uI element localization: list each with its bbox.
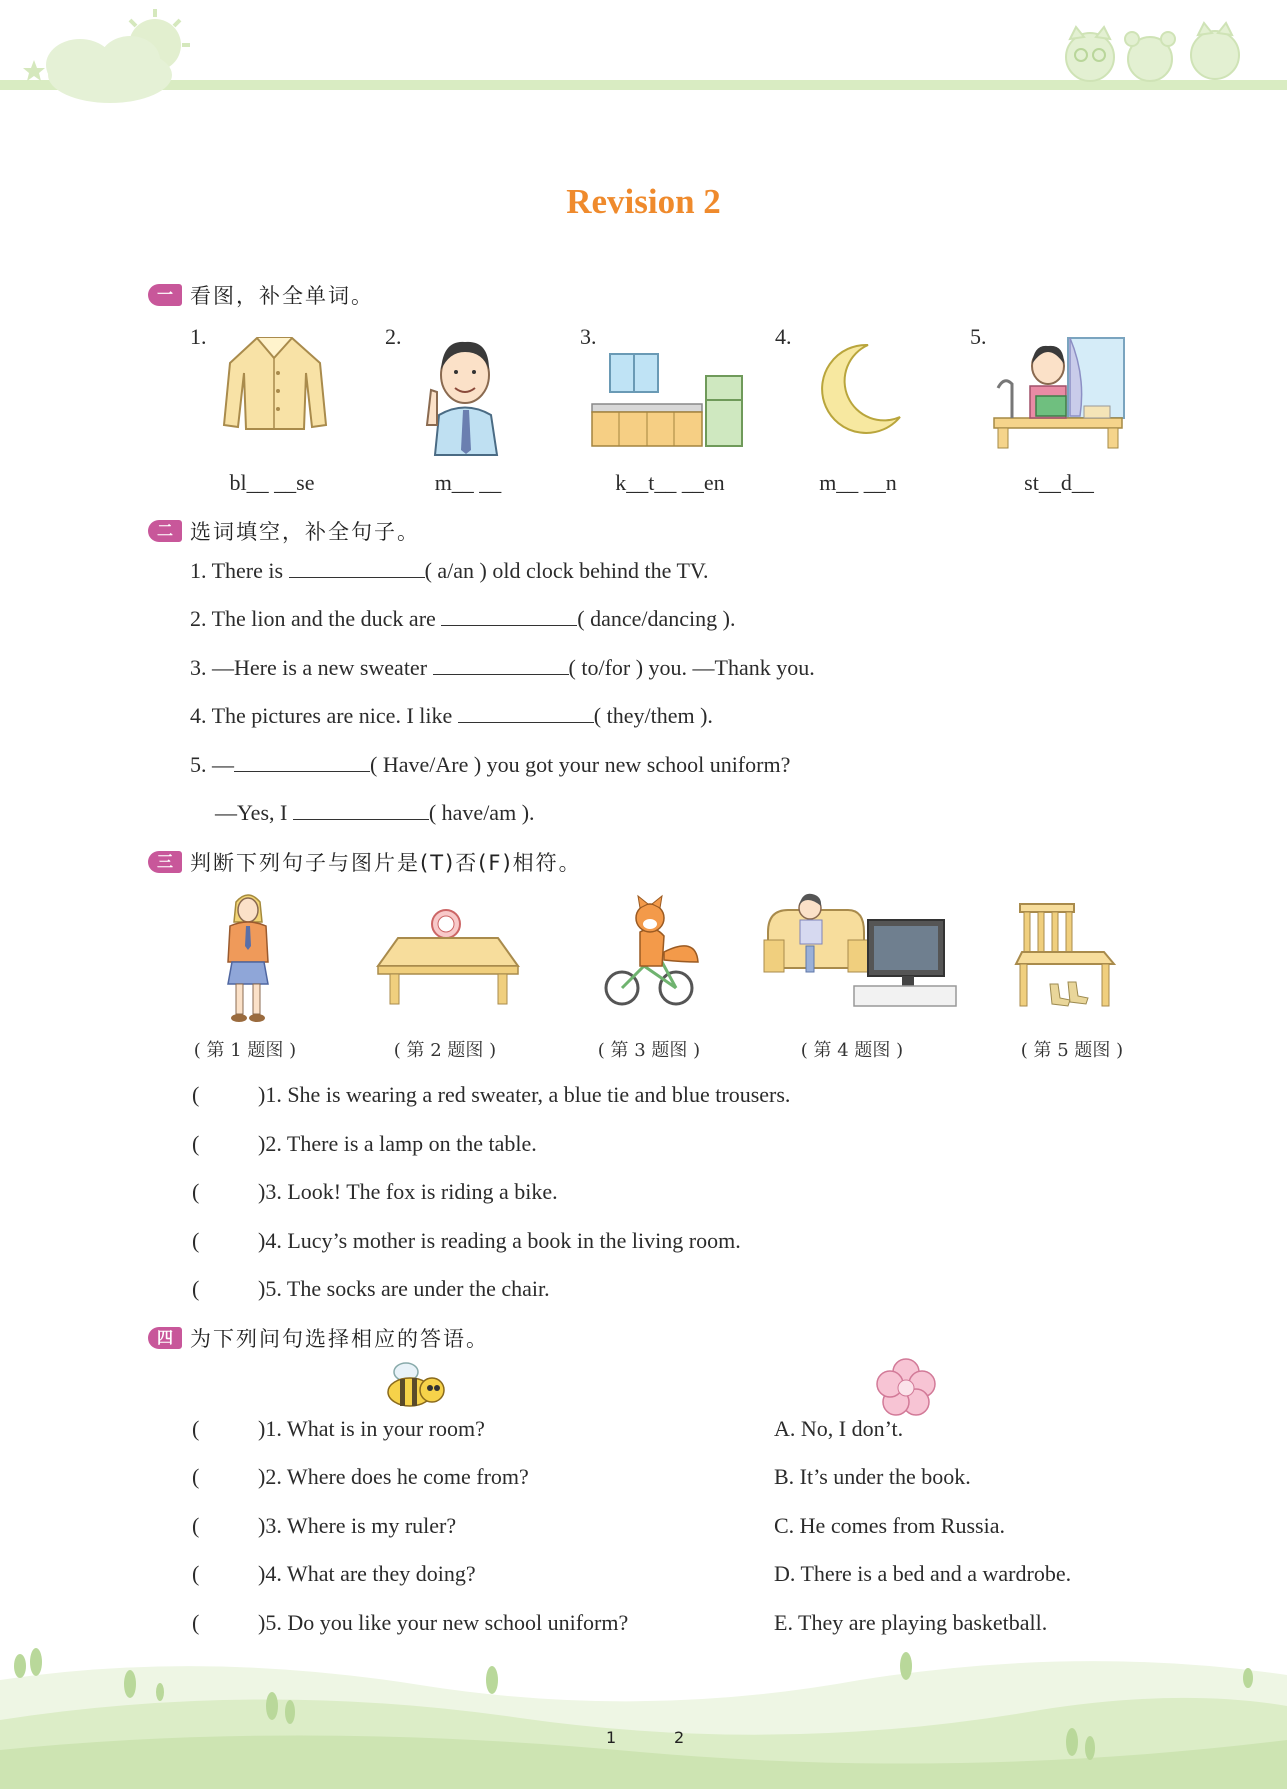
animal-faces-decoration	[1060, 25, 1260, 85]
p2-item-5-prefix: 5. —	[190, 752, 234, 777]
p2-item-1-prefix: 1. There is	[190, 558, 289, 583]
p2-item-6-prefix: —Yes, I	[215, 800, 293, 825]
p2-item-5	[190, 752, 790, 778]
page-number-left: 1	[606, 1728, 617, 1747]
p3-item-2: )2. There is a lamp on the table.	[258, 1131, 537, 1156]
p2-item-5-suffix: ( Have/Are ) you got your new school uniform?	[370, 752, 791, 777]
blouse-image	[222, 333, 327, 433]
p2-item-6	[215, 800, 535, 826]
p4-answer-b: B. It’s under the book.	[774, 1464, 971, 1489]
p2-item-1-suffix: ( a/an ) old clock behind the TV.	[424, 558, 709, 583]
p4-answer-e: E. They are playing basketball.	[774, 1610, 1048, 1635]
p1-number-2: 2.	[385, 324, 402, 349]
p1-number-3: 3.	[580, 324, 597, 349]
p3-answer-paren-2[interactable]: (	[192, 1131, 200, 1156]
p2-item-5-blank[interactable]	[234, 753, 370, 772]
p3-answer-paren-3[interactable]: (	[192, 1179, 200, 1204]
man-image	[425, 330, 505, 455]
p2-item-6-suffix: ( have/am ).	[428, 800, 535, 825]
p1-word-4: m__ __n	[819, 470, 897, 495]
p3-item-5: )5. The socks are under the chair.	[258, 1276, 550, 1301]
p4-answer-a: A. No, I don’t.	[774, 1416, 904, 1441]
p3-item-1: )1. She is wearing a red sweater, a blue tie and blue trousers.	[258, 1082, 791, 1107]
p2-item-3-suffix: ( to/for ) you. —Thank you.	[568, 655, 815, 680]
p2-item-4-suffix: ( they/them ).	[593, 703, 713, 728]
p1-word-3: k__t__ __en	[615, 470, 725, 495]
section-4-header	[148, 1323, 489, 1353]
moon-image	[820, 343, 904, 433]
p2-item-2	[190, 606, 736, 632]
p4-answer-paren-3[interactable]: (	[192, 1513, 200, 1538]
section-3-header	[148, 847, 582, 877]
section-2-badge: 二	[148, 520, 182, 542]
p2-item-2-prefix: 2. The lion and the duck are	[190, 606, 442, 631]
p4-question-1: )1. What is in your room?	[258, 1416, 485, 1441]
girl-uniform-image	[222, 888, 274, 1024]
p3-answer-paren-5[interactable]: (	[192, 1276, 200, 1301]
p1-number-5: 5.	[970, 324, 987, 349]
page-title: Revision 2	[566, 182, 721, 221]
p4-question-3: )3. Where is my ruler?	[258, 1513, 457, 1538]
p2-item-3-prefix: 3. —Here is a new sweater	[190, 655, 433, 680]
p4-answer-paren-1[interactable]: (	[192, 1416, 200, 1441]
p4-question-2: )2. Where does he come from?	[258, 1464, 529, 1489]
page-number-right: 2	[674, 1728, 685, 1747]
p1-word-1: bl__ __se	[229, 470, 315, 495]
p1-word-2: m__ __	[434, 470, 502, 495]
p1-word-5: st__d__	[1024, 470, 1094, 495]
section-1-header	[148, 280, 374, 310]
p3-caption-2: ( 第 2 题图 )	[393, 1040, 497, 1061]
p4-answer-paren-2[interactable]: (	[192, 1464, 200, 1489]
section-1-badge: 一	[148, 284, 182, 306]
cloud-sun-decoration	[20, 5, 200, 110]
section-4-badge: 四	[148, 1327, 182, 1349]
section-3-title: 判断下列句子与图片是(T)否(F)相符。	[190, 851, 582, 875]
p3-caption-5: ( 第 5 题图 )	[1020, 1040, 1124, 1061]
p2-item-6-blank[interactable]	[293, 801, 429, 820]
p4-answer-d: D. There is a bed and a wardrobe.	[774, 1561, 1072, 1586]
p3-caption-3: ( 第 3 题图 )	[597, 1040, 701, 1061]
p2-item-4-prefix: 4. The pictures are nice. I like	[190, 703, 458, 728]
p2-item-1	[190, 558, 708, 584]
p3-answer-paren-4[interactable]: (	[192, 1228, 200, 1253]
p3-caption-4: ( 第 4 题图 )	[800, 1040, 904, 1061]
p2-item-2-suffix: ( dance/dancing ).	[577, 606, 736, 631]
kitchen-image	[592, 352, 744, 448]
table-clock-image	[376, 908, 520, 1004]
study-image	[990, 336, 1126, 450]
fox-bike-image	[604, 896, 700, 1008]
p2-item-2-blank[interactable]	[441, 607, 577, 626]
p4-question-5: )5. Do you like your new school uniform?	[258, 1610, 629, 1635]
p2-item-1-blank[interactable]	[289, 559, 425, 578]
p4-answer-c: C. He comes from Russia.	[774, 1513, 1005, 1538]
section-2-title: 选词填空，补全句子。	[190, 520, 420, 544]
section-2-header	[148, 516, 420, 546]
section-1-title: 看图，补全单词。	[190, 284, 374, 308]
p2-item-3-blank[interactable]	[433, 656, 569, 675]
chair-socks-image	[1014, 902, 1116, 1008]
flower-icon	[876, 1358, 936, 1416]
p1-number-1: 1.	[190, 324, 207, 349]
p4-answer-paren-5[interactable]: (	[192, 1610, 200, 1635]
p3-caption-1: ( 第 1 题图 )	[193, 1040, 297, 1061]
section-3-badge: 三	[148, 851, 182, 873]
footer-hills-decoration	[0, 1640, 1287, 1789]
p3-item-4: )4. Lucy’s mother is reading a book in the living room.	[258, 1228, 741, 1253]
p1-number-4: 4.	[775, 324, 792, 349]
p4-question-4: )4. What are they doing?	[258, 1561, 476, 1586]
p3-answer-paren-1[interactable]: (	[192, 1082, 200, 1107]
p2-item-3	[190, 655, 815, 681]
p3-item-3: )3. Look! The fox is riding a bike.	[258, 1179, 558, 1204]
section-4-title: 为下列问句选择相应的答语。	[190, 1327, 489, 1351]
p2-item-4-blank[interactable]	[458, 704, 594, 723]
living-room-image	[764, 892, 958, 1010]
p4-answer-paren-4[interactable]: (	[192, 1561, 200, 1586]
p2-item-4	[190, 703, 713, 729]
bee-icon	[380, 1360, 448, 1410]
